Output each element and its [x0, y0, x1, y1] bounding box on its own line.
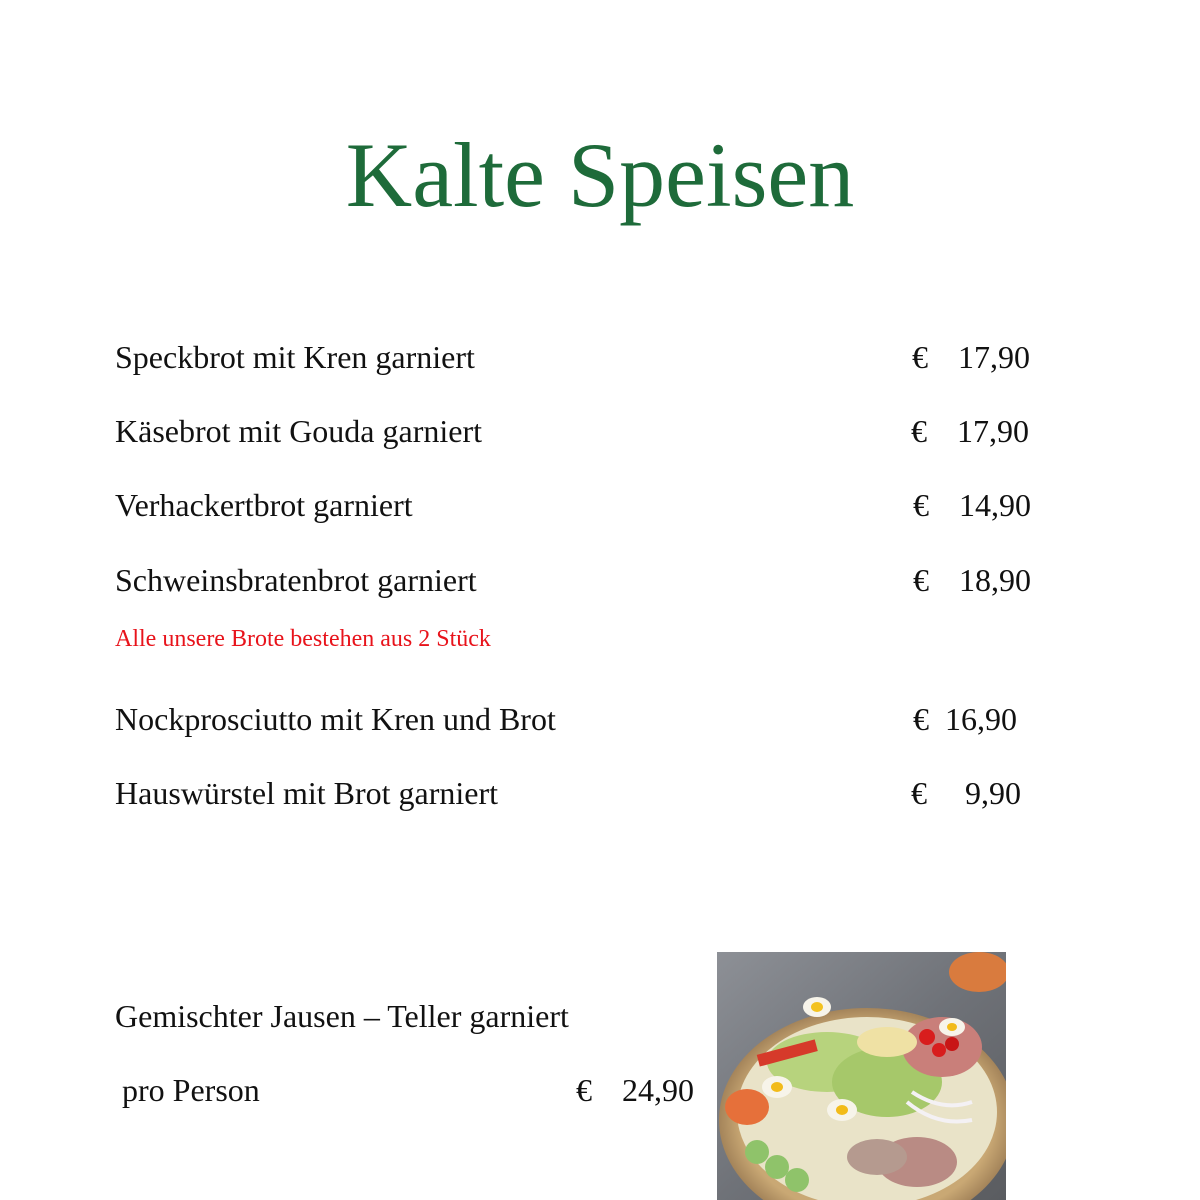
menu-item-name: Hauswürstel mit Brot garniert — [115, 775, 499, 811]
menu-item-name: Verhackertbrot garniert — [115, 487, 413, 523]
menu-item-price — [911, 411, 1029, 451]
currency-symbol: € — [911, 775, 927, 811]
price-amount: 18,90 — [959, 562, 1031, 598]
menu-item-price — [911, 773, 1021, 813]
price-amount: 17,90 — [957, 413, 1029, 449]
menu-item-price — [913, 560, 1031, 600]
menu-item-name: Käsebrot mit Gouda garniert — [115, 413, 482, 449]
currency-symbol: € — [913, 562, 929, 598]
menu-item-name: Nockprosciutto mit Kren und Brot — [115, 701, 556, 737]
currency-symbol: € — [913, 701, 929, 737]
price-amount: 17,90 — [958, 339, 1030, 375]
menu-item-price — [913, 699, 1017, 739]
page-title: Kalte Speisen — [345, 124, 855, 226]
price-amount: 9,90 — [965, 775, 1021, 811]
menu-item-name: Schweinsbratenbrot garniert — [115, 562, 477, 598]
price-amount: 14,90 — [959, 487, 1031, 523]
platter-price — [576, 1070, 694, 1110]
price-amount: 24,90 — [622, 1072, 694, 1108]
bread-note: Alle unsere Brote bestehen aus 2 Stück — [115, 626, 491, 652]
currency-symbol: € — [911, 413, 927, 449]
menu-item-price — [913, 485, 1031, 525]
menu-item-price — [912, 337, 1030, 377]
platter-unit: pro Person — [122, 1072, 260, 1108]
platter-photo — [717, 952, 1006, 1200]
menu-item-name: Speckbrot mit Kren garniert — [115, 339, 475, 375]
platter-name: Gemischter Jausen – Teller garniert — [115, 998, 569, 1034]
price-amount: 16,90 — [945, 701, 1017, 737]
currency-symbol: € — [912, 339, 928, 375]
currency-symbol: € — [913, 487, 929, 523]
currency-symbol: € — [576, 1072, 592, 1108]
